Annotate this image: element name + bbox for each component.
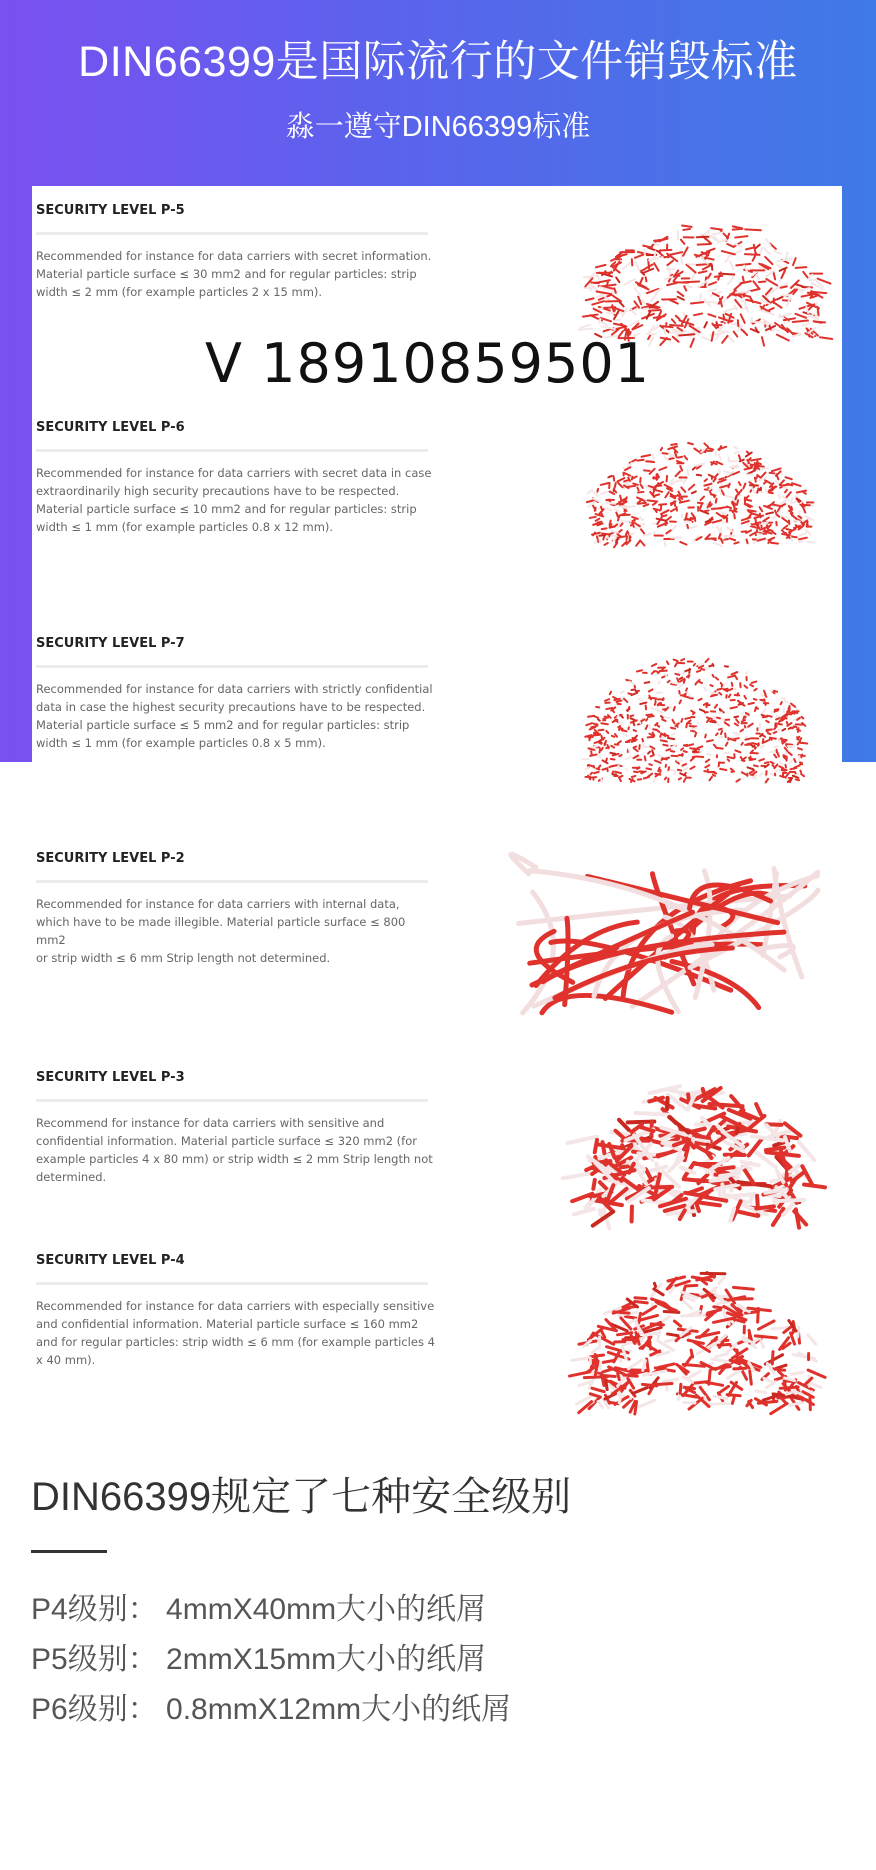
level-p2: [36, 851, 436, 967]
divider: [36, 449, 428, 452]
level-description: Recommend for instance for data carriers with sensitive and confidential information. Material particle surface ≤ 320 mm2 (for example particles 4 x 80 mm) or strip width ≤ 2 mm Strip length not determined.: [36, 1116, 433, 1184]
level-title: SECURITY LEVEL P-2: [36, 851, 185, 866]
level-p5: [36, 203, 436, 301]
level-title: SECURITY LEVEL P-3: [36, 1070, 185, 1085]
section-title: DIN66399规定了七种安全级别: [31, 1475, 572, 1519]
level-description: Recommended for instance for data carriers with secret information. Material particle surface ≤ 30 mm2 and for regular particles: strip width ≤ 2 mm (for example particles 2 x 15 mm).: [36, 249, 432, 299]
level-title: SECURITY LEVEL P-4: [36, 1253, 185, 1268]
level-title: SECURITY LEVEL P-6: [36, 420, 185, 435]
spec-line-p6: P6级别： 0.8mmX12mm大小的纸屑: [31, 1693, 512, 1726]
shred-p6-image: [565, 420, 835, 560]
level-p7: [36, 636, 436, 752]
section-divider: [31, 1550, 107, 1553]
level-description: Recommended for instance for data carriers with secret data in case extraordinarily high security precautions have to be respected. Material particle surface ≤ 10 mm2 and for regular particles: strip width ≤ 1 mm (for example particles 0.8 x 12 mm).: [36, 466, 432, 534]
level-title: SECURITY LEVEL P-5: [36, 203, 185, 218]
divider: [36, 880, 428, 883]
divider: [36, 665, 428, 668]
level-description: Recommended for instance for data carriers with strictly confidential data in case the highest security precautions have to be respected. Material particle surface ≤ 5 mm2 and for regular particles: strip width ≤ 1 mm (for example particles 0.8 x 5 mm).: [36, 682, 433, 750]
watermark-text: V 18910859501: [205, 332, 651, 395]
page-title: DIN66399是国际流行的文件销毁标准: [78, 38, 798, 86]
shred-p7-image: [560, 630, 830, 800]
level-p3: [36, 1070, 436, 1186]
level-p4: [36, 1253, 436, 1369]
level-description: Recommended for instance for data carriers with especially sensitive and confidential information. Material particle surface ≤ 160 mm2 and for regular particles: strip width ≤ 6 mm (for example particles 4 x 40 mm).: [36, 1299, 435, 1367]
spec-line-p4: P4级别： 4mmX40mm大小的纸屑: [31, 1593, 487, 1626]
page-subtitle: 淼一遵守DIN66399标准: [285, 111, 591, 143]
level-p6: [36, 420, 436, 536]
divider: [36, 1282, 428, 1285]
divider: [36, 1099, 428, 1102]
divider: [36, 232, 428, 235]
shred-p4-image: [560, 1245, 840, 1425]
level-description: Recommended for instance for data carriers with internal data, which have to be made illegible. Material particle surface ≤ 800 mm2 or strip width ≤ 6 mm Strip length not determined.: [36, 897, 406, 965]
level-title: SECURITY LEVEL P-7: [36, 636, 185, 651]
shred-p2-image: [495, 845, 845, 1035]
shred-p3-image: [560, 1058, 835, 1233]
spec-line-p5: P5级别： 2mmX15mm大小的纸屑: [31, 1643, 487, 1676]
